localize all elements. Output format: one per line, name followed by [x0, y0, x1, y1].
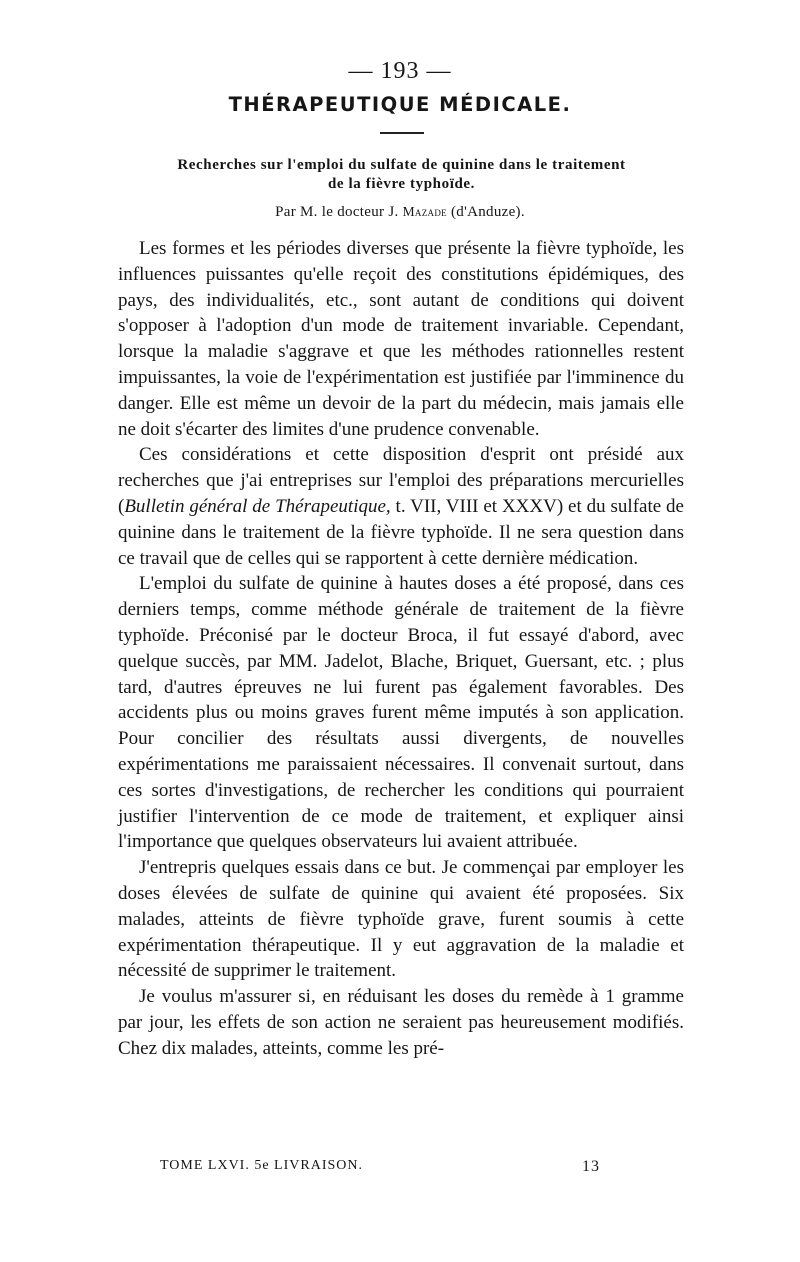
paragraph-2-text-before: Ces considérations et cette disposition d'esprit ont présidé aux recherches que j'ai entreprises sur l'emploi des préparations mercurielles (: [118, 444, 684, 517]
paragraph-1: Les formes et les périodes diverses que présente la fièvre typhoïde, les influences puissantes qu'elle reçoit des constitutions épidémiques, des pays, des individualités, etc., sont autant de conditions qui doivent s'opposer à l'adoption d'un mode de traitement invariable. Cependant, lorsque la maladie s'aggrave et que les méthodes rationnelles restent impuissantes, la voie de l'expérimentation est justifiée par l'imminence du danger. Elle est même un devoir de la part du médecin, mais jamais elle ne doit s'écarter des limites d'une prudence convenable.: [118, 238, 684, 440]
paragraph-3: L'emploi du sulfate de quinine à hautes doses a été proposé, dans ces derniers temps, comme méthode générale de traitement de la fièvre typhoïde. Préconisé par le docteur Broca, il fut essayé d'abord, avec quelque succès, par MM. Jadelot, Blache, Briquet, Guersant, etc. ; plus tard, d'autres épreuves ne lui furent pas également favorables. Des accidents plus ou moins graves furent même imputés à son application. Pour concilier des résultats aussi divergents, de nouvelles expérimentations me paraissaient nécessaires. Il convenait surtout, dans ces sortes d'investigations, de rechercher les conditions qui pourraient justifier l'intervention de ce mode de traitement, et expliquer ainsi l'importance que quelques observateurs lui avaient attribuée.: [118, 573, 684, 853]
signature-mark: TOME LXVI. 5e LIVRAISON.: [160, 1158, 363, 1173]
article-title-line-2: de la fièvre typhoïde.: [327, 176, 476, 192]
author-prefix: Par M. le docteur J.: [275, 204, 403, 220]
paragraph-2: [118, 442, 684, 571]
sheet-number: 13: [582, 1158, 600, 1175]
author-name: Mazade: [402, 204, 447, 219]
paragraph-2-text-after: t. VII, VIII et XXXV) et du sulfate de quinine dans le traitement de la fièvre typhoïde. Il ne sera question dans ce travail que de celles qui se rapportent à cette dernière médication.: [118, 495, 684, 569]
title-rule: [380, 132, 424, 134]
page-number: — 193 —: [348, 58, 452, 84]
section-title: THÉRAPEUTIQUE MÉDICALE.: [228, 93, 572, 116]
paragraph-5: Je voulus m'assurer si, en réduisant les doses du remède à 1 gramme par jour, les effets de son action ne seraient pas heureusement modifiés. Chez dix malades, atteints, comme les pré-: [118, 986, 684, 1059]
author-byline: [0, 204, 800, 221]
author-suffix: (d'Anduze).: [446, 204, 525, 220]
article-body: [118, 236, 684, 1062]
paragraph-4: J'entrepris quelques essais dans ce but. Je commençai par employer les doses élevées de sulfate de quinine qui avaient été proposées. Six malades, atteints de fièvre typhoïde grave, furent soumis à cette expérimentation thérapeutique. Il y eut aggravation de la maladie et nécessité de supprimer le traitement.: [118, 857, 684, 982]
article-title-line-1: Recherches sur l'emploi du sulfate de quinine dans le traitement: [177, 157, 626, 173]
article-title: [120, 156, 683, 194]
journal-citation: Bulletin général de Thérapeutique,: [124, 495, 391, 517]
